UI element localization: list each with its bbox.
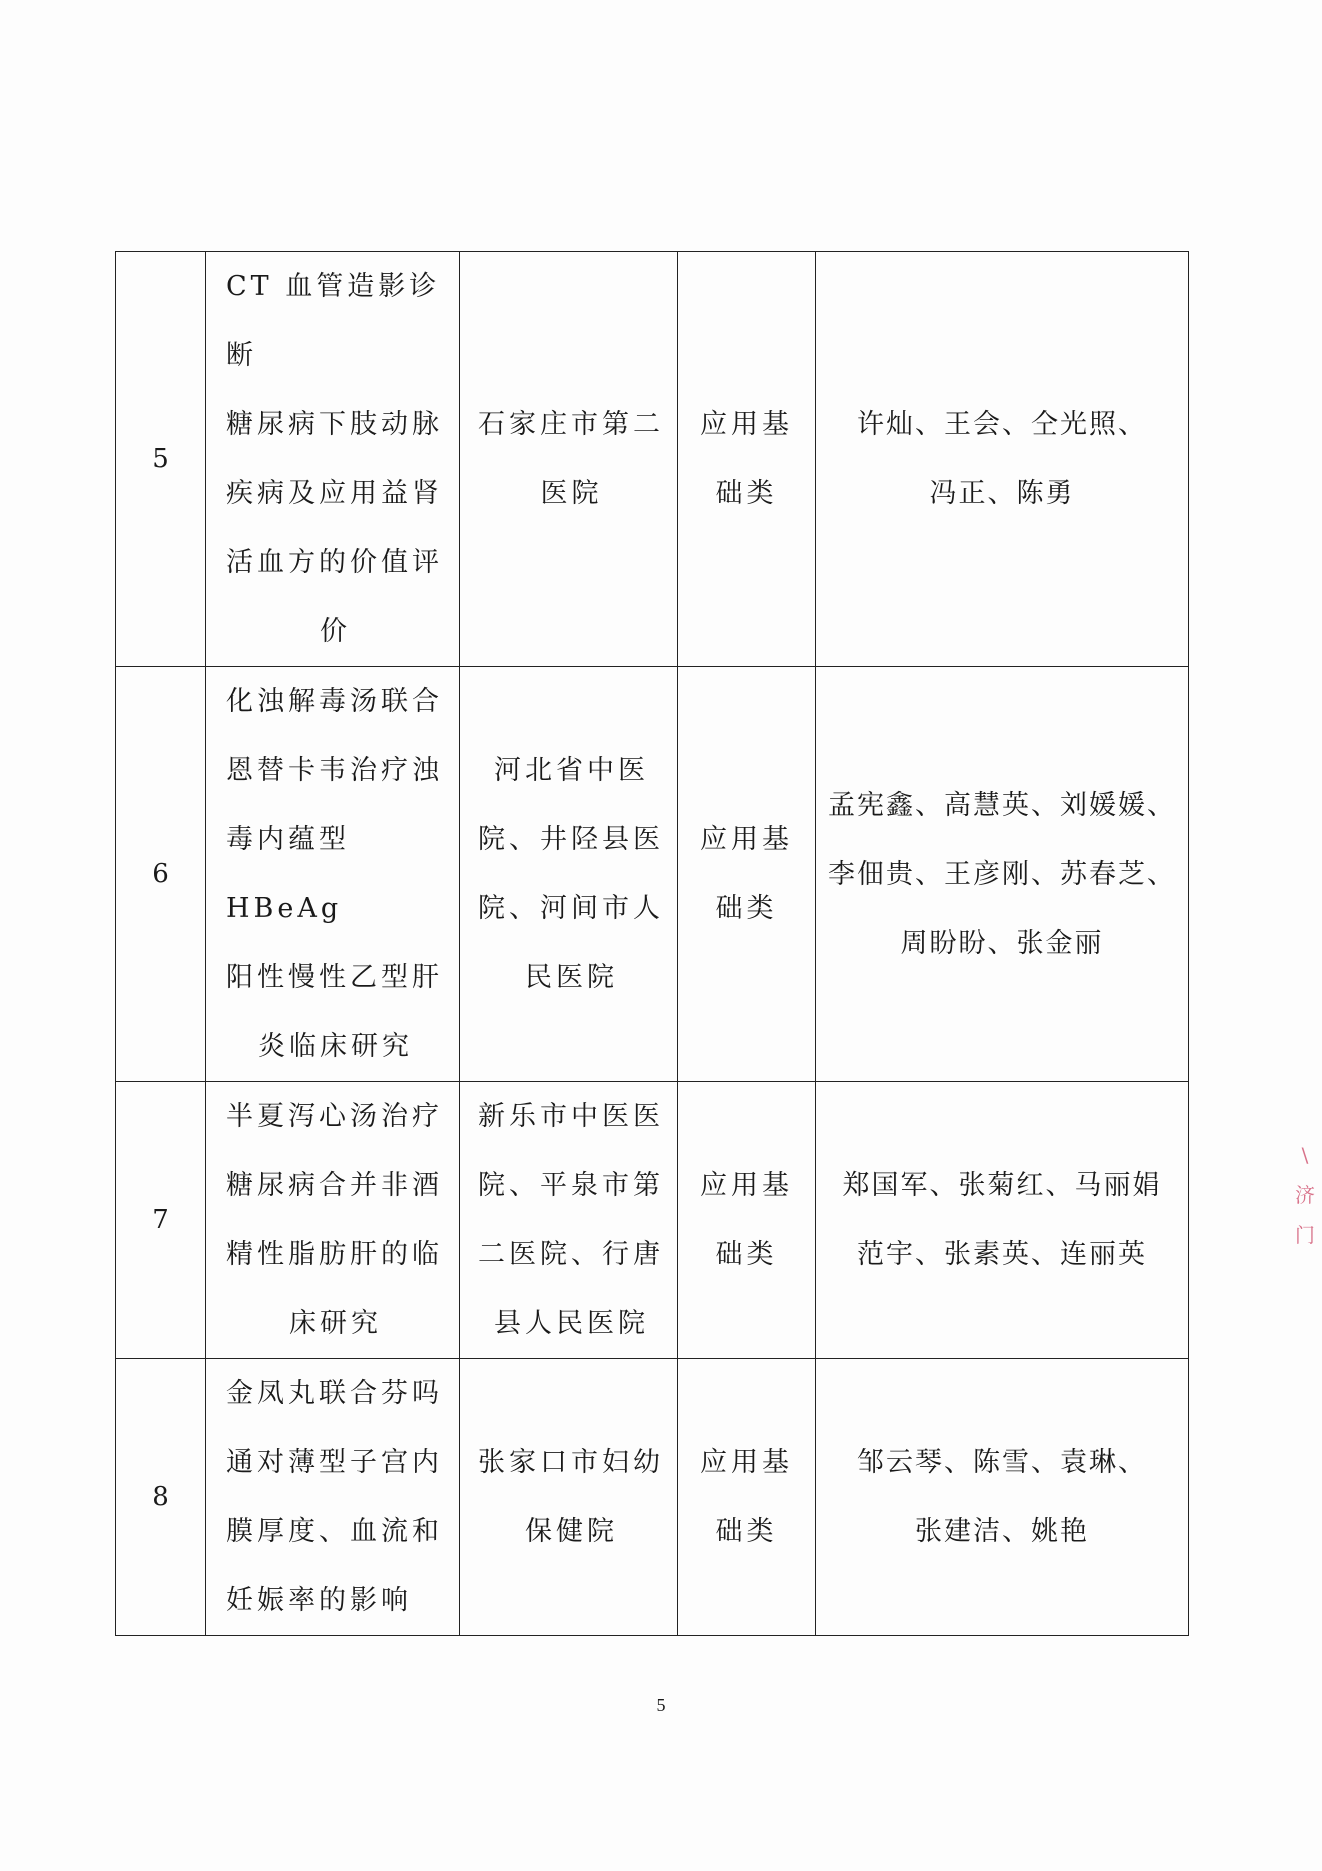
table-row	[116, 1359, 1189, 1636]
project-table	[115, 251, 1189, 1636]
title-line: 化浊解毒汤联合	[226, 686, 443, 717]
title-line: 妊娠率的影响	[226, 1585, 412, 1616]
table-row	[116, 667, 1189, 1082]
title-line: 糖尿病下肢动脉	[226, 409, 443, 440]
row-number: 7	[116, 1082, 206, 1359]
undertaking-unit	[460, 1359, 678, 1636]
project-category	[678, 252, 816, 667]
project-title	[206, 1359, 460, 1636]
project-title	[206, 1082, 460, 1359]
title-line: 精性脂肪肝的临	[226, 1239, 443, 1270]
unit-line: 医院	[540, 478, 603, 509]
row-number: 6	[116, 667, 206, 1082]
member-line: 范宇、张素英、连丽英	[857, 1239, 1147, 1270]
title-line: 阳性慢性乙型肝	[226, 962, 443, 993]
project-category	[678, 1082, 816, 1359]
unit-line: 张家口市妇幼	[478, 1447, 664, 1478]
title-line: 通对薄型子宫内	[226, 1447, 443, 1478]
unit-line: 石家庄市第二	[478, 409, 664, 440]
project-members	[816, 252, 1189, 667]
unit-line: 院、井陉县医	[478, 824, 664, 855]
project-members	[816, 1359, 1189, 1636]
stamp-glyph: 门	[1295, 1223, 1315, 1247]
title-line: 半夏泻心汤治疗	[226, 1101, 443, 1132]
unit-line: 院、河间市人	[478, 893, 664, 924]
category-line: 应用基	[700, 1447, 793, 1478]
member-line: 邹云琴、陈雪、袁琳、	[857, 1447, 1147, 1478]
category-line: 础类	[715, 893, 778, 924]
member-line: 周盼盼、张金丽	[900, 927, 1104, 959]
title-line: 恩替卡韦治疗浊	[226, 755, 443, 786]
category-line: 础类	[715, 1239, 778, 1270]
title-line: 活血方的价值评	[226, 547, 443, 578]
member-line: 郑国军、张菊红、马丽娟	[842, 1170, 1162, 1201]
member-line: 张建洁、姚艳	[915, 1516, 1089, 1547]
unit-line: 院、平泉市第	[478, 1170, 664, 1201]
project-category	[678, 667, 816, 1082]
stamp-glyph: \	[1301, 1143, 1309, 1167]
unit-line: 县人民医院	[494, 1308, 649, 1339]
row-number: 5	[116, 252, 206, 667]
category-line: 应用基	[700, 1170, 793, 1201]
project-title	[206, 252, 460, 667]
project-members	[816, 1082, 1189, 1359]
unit-line: 二医院、行唐	[478, 1239, 664, 1270]
title-line: 炎临床研究	[258, 1031, 413, 1062]
unit-line: 河北省中医	[494, 755, 649, 786]
title-line: 价	[320, 616, 351, 647]
member-line: 冯正、陈勇	[929, 478, 1075, 509]
member-line: 李佃贵、王彦刚、苏春芝、	[828, 858, 1176, 890]
title-line: 毒内蕴型 HBeAg	[226, 824, 350, 924]
unit-line: 民医院	[525, 962, 618, 993]
category-line: 应用基	[700, 824, 793, 855]
unit-line: 保健院	[525, 1516, 618, 1547]
category-line: 础类	[715, 1516, 778, 1547]
category-line: 础类	[715, 478, 778, 509]
title-line: 膜厚度、血流和	[226, 1516, 443, 1547]
category-line: 应用基	[700, 409, 793, 440]
unit-line: 新乐市中医医	[478, 1101, 664, 1132]
title-line: CT 血管造影诊断	[226, 271, 441, 371]
stamp-glyph: 济	[1295, 1183, 1315, 1207]
page-number: 5	[656, 1695, 666, 1715]
undertaking-unit	[460, 1082, 678, 1359]
member-line: 孟宪鑫、高慧英、刘媛媛、	[828, 789, 1176, 821]
project-title	[206, 667, 460, 1082]
title-line: 疾病及应用益肾	[226, 478, 443, 509]
table-row	[116, 252, 1189, 667]
table-row	[116, 1082, 1189, 1359]
project-category	[678, 1359, 816, 1636]
member-line: 许灿、王会、仝光照、	[857, 409, 1147, 440]
undertaking-unit	[460, 252, 678, 667]
title-line: 床研究	[289, 1308, 382, 1339]
row-number: 8	[116, 1359, 206, 1636]
stamp-edge-fragment	[1294, 1135, 1316, 1375]
undertaking-unit	[460, 667, 678, 1082]
title-line: 金凤丸联合芬吗	[226, 1378, 443, 1409]
project-members	[816, 667, 1189, 1082]
title-line: 糖尿病合并非酒	[226, 1170, 443, 1201]
